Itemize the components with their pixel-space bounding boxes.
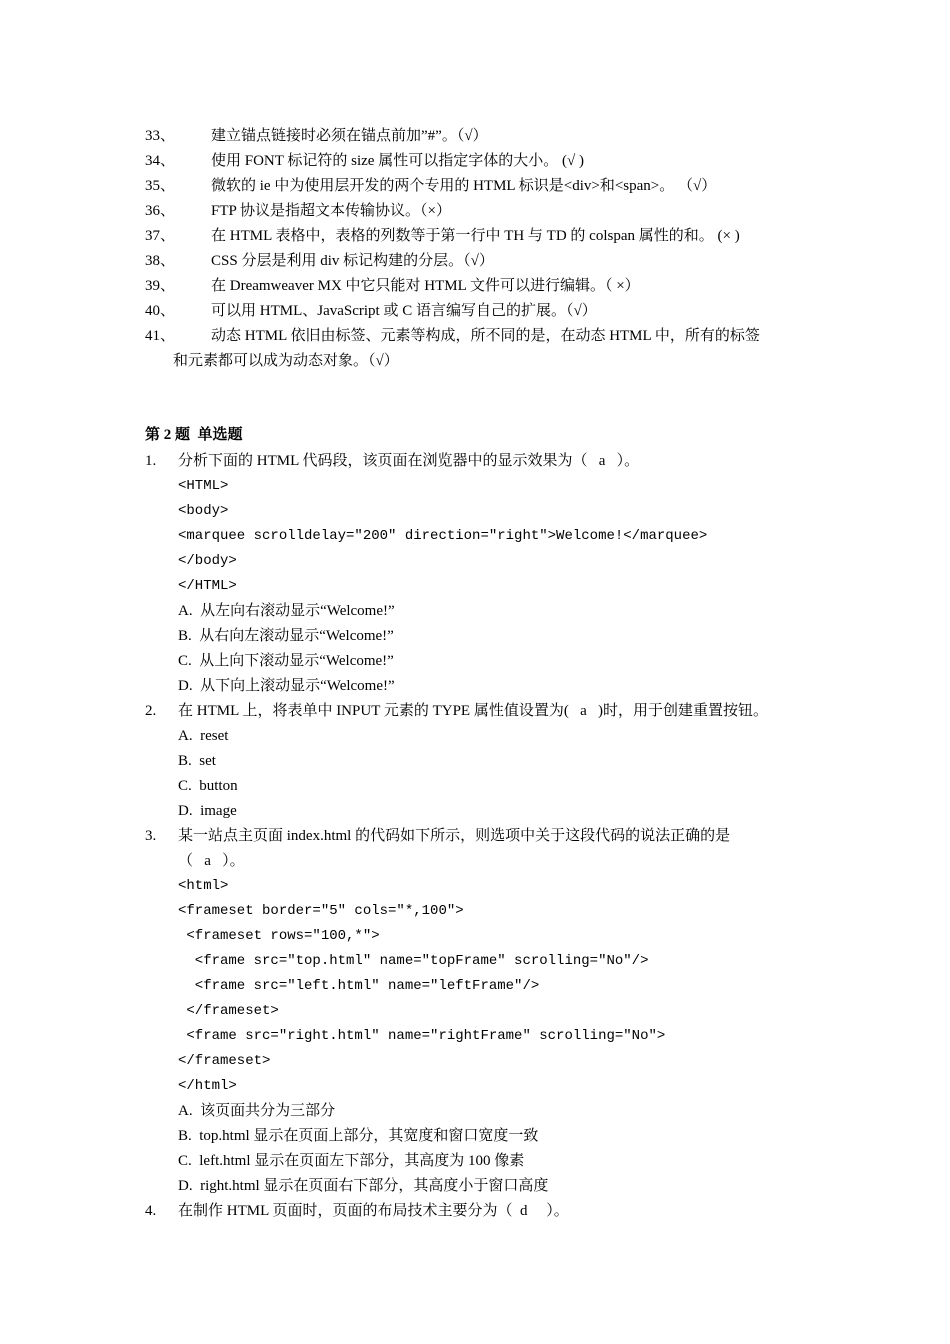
question-number: 1. <box>145 453 157 469</box>
code-line: </HTML> <box>178 578 237 594</box>
item-text: 使用 FONT 标记符的 size 属性可以指定字体的大小。 (√ ) <box>211 153 584 169</box>
code-line: </html> <box>178 1078 237 1094</box>
code-line: <body> <box>178 503 229 519</box>
code-line: <marquee scrolldelay="200" direction="right">Welcome!</marquee> <box>178 528 708 544</box>
item-text: CSS 分层是利用 div 标记构建的分层。（√） <box>211 253 494 269</box>
item-text-continuation: 和元素都可以成为动态对象。（√） <box>173 353 399 369</box>
option: A. 该页面共分为三部分 <box>178 1103 336 1119</box>
item-number: 33、 <box>145 128 176 144</box>
option: C. left.html 显示在页面左下部分，其高度为 100 像素 <box>178 1153 525 1169</box>
item-text: 在 HTML 表格中，表格的列数等于第一行中 TH 与 TD 的 colspan 属性的和。 (× ) <box>211 228 740 244</box>
item-number: 34、 <box>145 153 176 169</box>
question-text: 在制作 HTML 页面时，页面的布局技术主要分为（ d ）。 <box>178 1203 569 1219</box>
code-line: <HTML> <box>178 478 229 494</box>
item-text: 在 Dreamweaver MX 中它只能对 HTML 文件可以进行编辑。（ ×） <box>211 278 640 294</box>
option: B. 从右向左滚动显示“Welcome!” <box>178 628 394 644</box>
question-number: 3. <box>145 828 157 844</box>
question-text: 在 HTML 上，将表单中 INPUT 元素的 TYPE 属性值设置为( a )时，用于创建重置按钮。 <box>178 703 768 719</box>
option: A. 从左向右滚动显示“Welcome!” <box>178 603 395 619</box>
item-text: 微软的 ie 中为使用层开发的两个专用的 HTML 标识是<div>和<span>。 （√） <box>211 178 717 194</box>
option: D. 从下向上滚动显示“Welcome!” <box>178 678 395 694</box>
code-line: </body> <box>178 553 237 569</box>
item-number: 37、 <box>145 228 176 244</box>
code-line: <frameset rows="100,*"> <box>178 928 380 944</box>
item-number: 40、 <box>145 303 176 319</box>
option: C. button <box>178 778 238 794</box>
item-text: 动态 HTML 依旧由标签、元素等构成，所不同的是，在动态 HTML 中，所有的标签 <box>211 328 760 344</box>
code-line: </frameset> <box>178 1053 271 1069</box>
section-title: 第 2 题 单选题 <box>145 427 243 443</box>
item-text: FTP 协议是指超文本传输协议。（×） <box>211 203 452 219</box>
item-number: 35、 <box>145 178 176 194</box>
option: A. reset <box>178 728 229 744</box>
item-number: 39、 <box>145 278 176 294</box>
item-number: 41、 <box>145 328 176 344</box>
question-text-continuation: （ a ）。 <box>178 853 245 869</box>
code-line: <html> <box>178 878 229 894</box>
question-number: 4. <box>145 1203 157 1219</box>
item-number: 38、 <box>145 253 176 269</box>
option: C. 从上向下滚动显示“Welcome!” <box>178 653 394 669</box>
question-text: 分析下面的 HTML 代码段，该页面在浏览器中的显示效果为（ a ）。 <box>178 453 640 469</box>
code-line: <frame src="top.html" name="topFrame" scrolling="No"/> <box>178 953 649 969</box>
item-number: 36、 <box>145 203 176 219</box>
item-text: 建立锚点链接时必须在锚点前加”#”。（√） <box>211 128 488 144</box>
question-number: 2. <box>145 703 157 719</box>
option: B. top.html 显示在页面上部分，其宽度和窗口宽度一致 <box>178 1128 539 1144</box>
option: B. set <box>178 753 216 769</box>
question-text: 某一站点主页面 index.html 的代码如下所示，则选项中关于这段代码的说法正确的是 <box>178 828 731 844</box>
code-line: <frame src="left.html" name="leftFrame"/> <box>178 978 540 994</box>
code-line: <frameset border="5" cols="*,100"> <box>178 903 464 919</box>
item-text: 可以用 HTML、JavaScript 或 C 语言编写自己的扩展。（√） <box>211 303 597 319</box>
option: D. image <box>178 803 237 819</box>
code-line: <frame src="right.html" name="rightFrame" scrolling="No"> <box>178 1028 666 1044</box>
option: D. right.html 显示在页面右下部分，其高度小于窗口高度 <box>178 1178 549 1194</box>
code-line: </frameset> <box>178 1003 279 1019</box>
